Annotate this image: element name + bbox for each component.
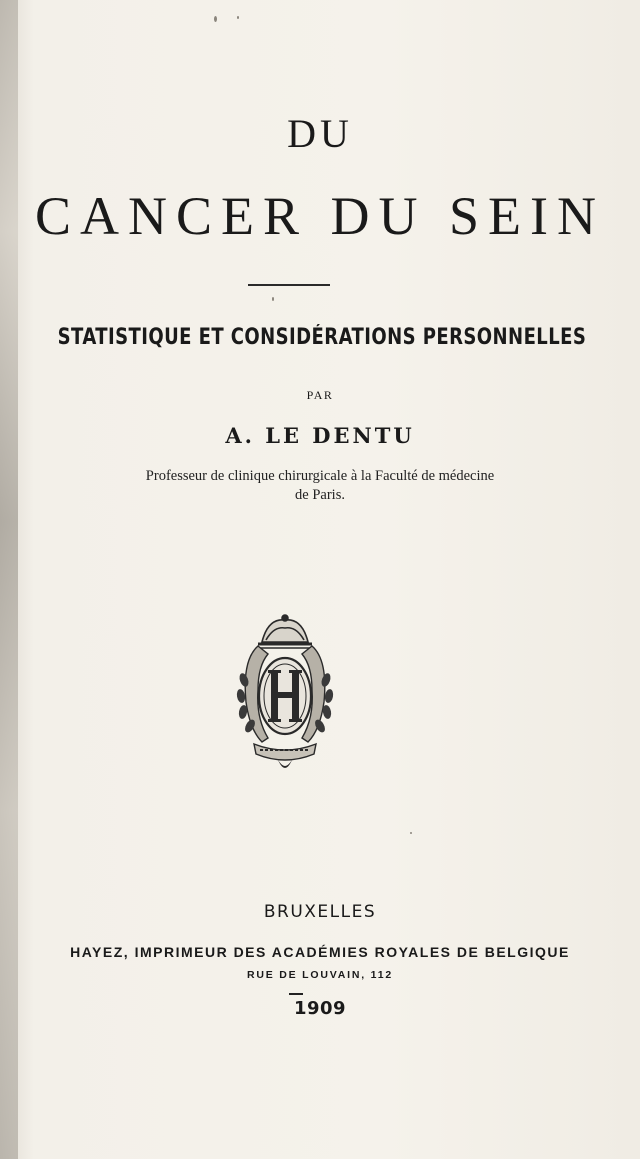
paper-speck (214, 16, 217, 22)
paper-speck (410, 832, 412, 834)
author-affiliation-line2: de Paris. (295, 487, 345, 503)
paper-speck (272, 297, 274, 301)
subtitle: STATISTIQUE ET CONSIDÉRATIONS PERSONNELLES (57, 325, 587, 350)
title-line-du: DU (287, 111, 353, 156)
publication-city: BRUXELLES (263, 902, 377, 922)
printer-name: HAYEZ, IMPRIMEUR DES ACADÉMIES ROYALES DE BELGIQUE (70, 944, 570, 960)
author-name: A. LE DENTU (225, 423, 415, 448)
year-dash (289, 993, 303, 995)
paper-speck (237, 16, 239, 19)
main-title: CANCER DU SEIN (34, 186, 606, 246)
binding-edge (0, 0, 18, 1159)
crowned-monogram-emblem-icon (228, 610, 342, 776)
title-rule (248, 284, 330, 286)
by-label: PAR (306, 388, 334, 402)
printer-address: RUE DE LOUVAIN, 112 (246, 969, 394, 981)
publication-year: 1909 (293, 998, 347, 1019)
author-affiliation-line1: Professeur de clinique chirurgicale à la Faculté de médecine (145, 468, 495, 484)
